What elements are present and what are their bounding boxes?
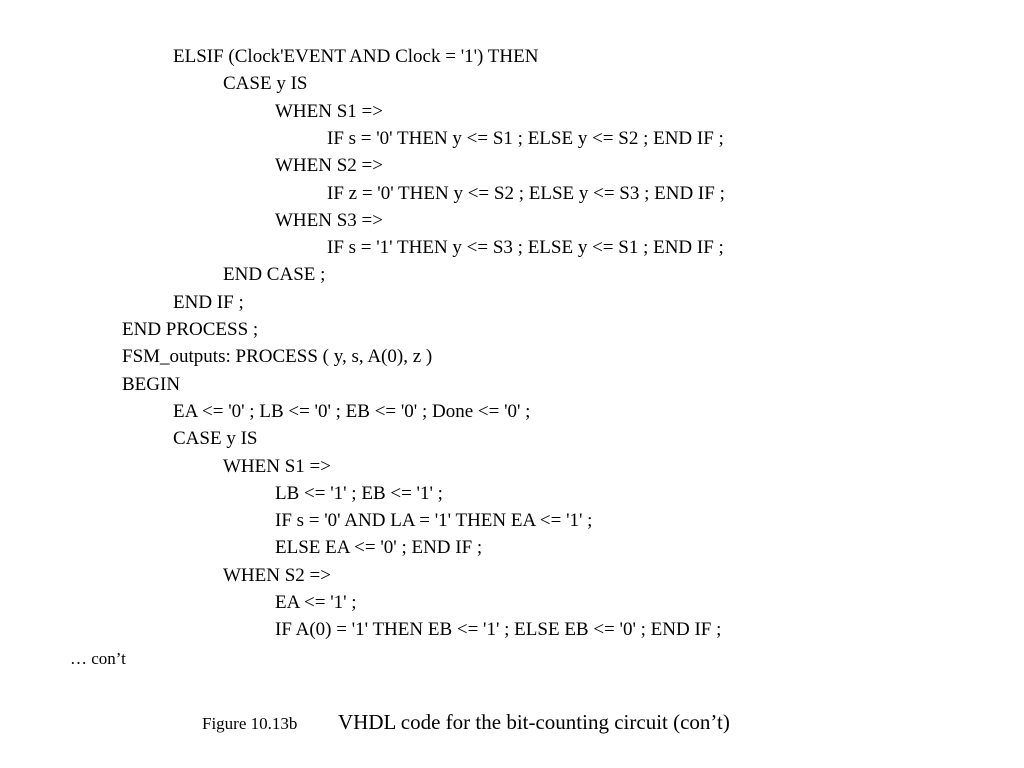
code-line: EA <= '1' ; [275, 592, 357, 613]
code-line: WHEN S3 => [275, 210, 383, 231]
code-line: END IF ; [173, 292, 244, 313]
code-line: IF A(0) = '1' THEN EB <= '1' ; ELSE EB <= '0' ; END IF ; [275, 619, 722, 640]
code-line: END PROCESS ; [122, 319, 259, 340]
code-line: END CASE ; [223, 264, 326, 285]
figure-caption-text: VHDL code for the bit-counting circuit (con’t) [338, 710, 730, 734]
code-line: WHEN S2 => [275, 155, 383, 176]
code-line: WHEN S1 => [223, 456, 331, 477]
code-line: LB <= '1' ; EB <= '1' ; [275, 483, 443, 504]
code-line: BEGIN [122, 374, 181, 395]
figure-number: Figure 10.13b [202, 714, 298, 733]
figure-caption [0, 708, 1024, 762]
code-line: IF s = '0' AND LA = '1' THEN EA <= '1' ; [275, 510, 593, 531]
code-line: WHEN S1 => [275, 101, 383, 122]
code-line: ELSE EA <= '0' ; END IF ; [275, 537, 483, 558]
code-line: IF z = '0' THEN y <= S2 ; ELSE y <= S3 ; END IF ; [327, 183, 725, 204]
code-line: IF s = '1' THEN y <= S3 ; ELSE y <= S1 ; END IF ; [327, 237, 724, 258]
code-line: CASE y IS [223, 73, 308, 94]
code-line: WHEN S2 => [223, 565, 331, 586]
code-line: FSM_outputs: PROCESS ( y, s, A(0), z ) [122, 346, 433, 367]
code-line: ELSIF (Clock'EVENT AND Clock = '1') THEN [173, 46, 539, 67]
code-line: CASE y IS [173, 428, 258, 449]
code-line: IF s = '0' THEN y <= S1 ; ELSE y <= S2 ; END IF ; [327, 128, 724, 149]
continuation-note: … con’t [70, 649, 126, 668]
code-line: EA <= '0' ; LB <= '0' ; EB <= '0' ; Done <= '0' ; [173, 401, 531, 422]
